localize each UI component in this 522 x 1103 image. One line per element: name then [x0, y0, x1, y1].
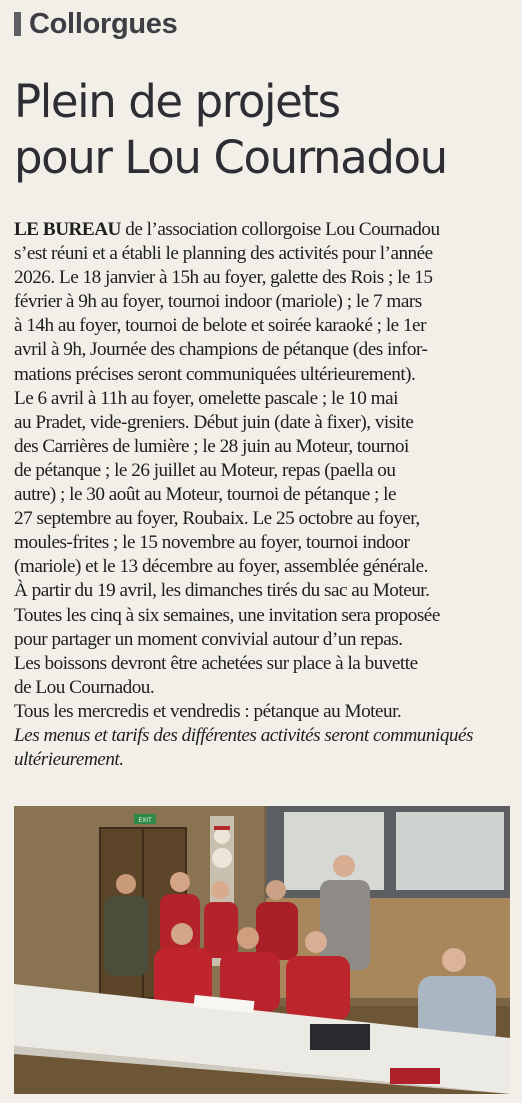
article-line: 2026. Le 18 janvier à 15h au foyer, galette des Rois ; le 15: [14, 267, 433, 289]
article-body: [14, 218, 514, 772]
group-photo-illustration: [14, 806, 510, 1094]
article-italic-line: ultérieurement.: [14, 749, 124, 771]
article-line: février à 9h au foyer, tournoi indoor (mariole) ; le 7 mars: [14, 291, 422, 313]
article-line: À partir du 19 avril, les dimanches tirés du sac au Moteur.: [14, 580, 430, 602]
article-line: (mariole) et le 13 décembre au foyer, assemblée générale.: [14, 556, 428, 578]
section-header: [14, 6, 177, 42]
article-line: mations précises seront communiquées ultérieurement).: [14, 363, 416, 385]
article-line: Le 6 avril à 11h au foyer, omelette pascale ; le 10 mai: [14, 387, 398, 409]
article-line: s’est réuni et a établi le planning des activités pour l’année: [14, 243, 433, 265]
article-line: 27 septembre au foyer, Roubaix. Le 25 octobre au foyer,: [14, 508, 420, 530]
headline-line-1: Plein de projets: [14, 75, 340, 128]
headline: [14, 74, 514, 186]
group-photo: [14, 806, 510, 1094]
article-line: moules-frites ; le 15 novembre au foyer, tournoi indoor: [14, 532, 410, 554]
exit-sign-text: EXIT: [138, 817, 152, 824]
section-name: Collorgues: [29, 7, 178, 40]
lead-word: LE BUREAU: [14, 219, 121, 240]
section-bar: [14, 12, 21, 36]
article-italic-line: Les menus et tarifs des différentes activités seront communiqués: [14, 724, 473, 746]
article-line: Tous les mercredis et vendredis : pétanque au Moteur.: [14, 700, 402, 722]
cash-box: [310, 1024, 370, 1050]
article-line: Les boissons devront être achetées sur place à la buvette: [14, 652, 418, 674]
red-folder: [390, 1068, 440, 1084]
article-line: Toutes les cinq à six semaines, une invitation sera proposée: [14, 604, 440, 626]
article-line: avril à 9h, Journée des champions de pétanque (des infor-: [14, 339, 428, 361]
article-line: [14, 218, 514, 242]
article-line: des Carrières de lumière ; le 28 juin au Moteur, tournoi: [14, 435, 409, 457]
article-line: à 14h au foyer, tournoi de belote et soirée karaoké ; le 1er: [14, 315, 426, 337]
headline-line-2: pour Lou Cournadou: [14, 131, 447, 184]
article-line-text: de l’association collorgoise Lou Cournadou: [120, 219, 440, 240]
article-line: autre) ; le 30 août au Moteur, tournoi de pétanque ; le: [14, 484, 396, 506]
article-line: pour partager un moment convivial autour d’un repas.: [14, 628, 403, 650]
article-line: au Pradet, vide-greniers. Début juin (date à fixer), visite: [14, 411, 414, 433]
article-line: de Lou Cournadou.: [14, 676, 155, 698]
article-line: de pétanque ; le 26 juillet au Moteur, repas (paella ou: [14, 459, 396, 481]
